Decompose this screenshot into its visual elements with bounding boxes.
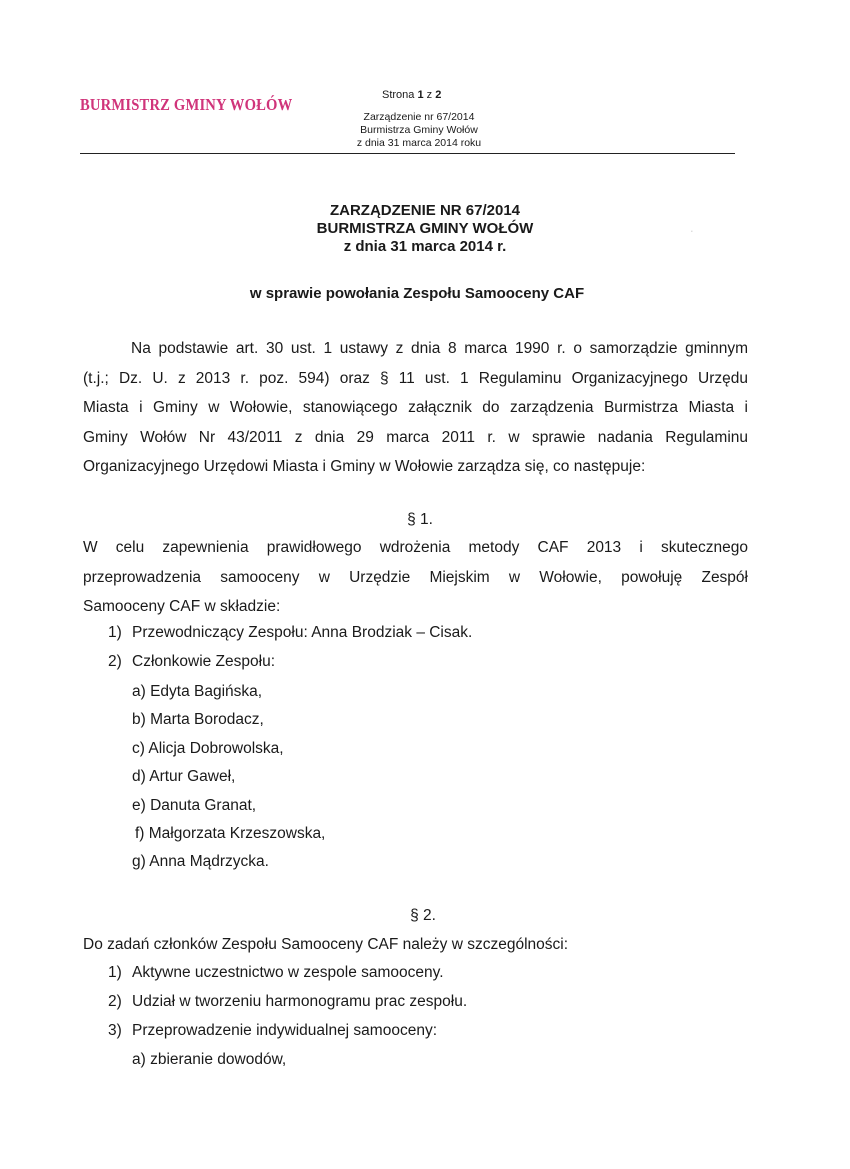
list-item-number: 2) — [108, 653, 122, 670]
list-item-number: 2) — [108, 993, 122, 1010]
header-meta-line: z dnia 31 marca 2014 roku — [356, 137, 482, 149]
section-1-intro-line: W celu zapewnienia prawidłowego wdrożenia metody CAF 2013 i skutecznego — [83, 539, 748, 556]
list-item-number: 1) — [108, 964, 122, 981]
member-item: a) Edyta Bagińska, — [132, 683, 263, 700]
list-item-number: 3) — [108, 1022, 122, 1039]
document-subject: w sprawie powołania Zespołu Samooceny CAF — [249, 285, 585, 302]
list-item-text: Udział w tworzeniu harmonogramu prac zespołu. — [132, 993, 468, 1010]
sub-item: a) zbieranie dowodów, — [132, 1051, 287, 1068]
list-item-text: Członkowie Zespołu: — [132, 653, 276, 670]
section-1-heading: § 1. — [407, 511, 433, 528]
section-2-heading: § 2. — [410, 907, 436, 924]
document-title-line: BURMISTRZA GMINY WOŁÓW — [316, 220, 534, 237]
section-2-intro: Do zadań członków Zespołu Samooceny CAF należy w szczególności: — [83, 936, 569, 953]
member-item: d) Artur Gaweł, — [132, 768, 236, 785]
member-item: b) Marta Borodacz, — [132, 711, 264, 728]
preamble-line: Gminy Wołów Nr 43/2011 z dnia 29 marca 2011 r. w sprawie nadania Regulaminu — [83, 428, 748, 446]
list-item-text: Przeprowadzenie indywidualnej samooceny: — [132, 1022, 438, 1039]
member-item: c) Alicja Dobrowolska, — [132, 740, 284, 757]
header-metadata — [334, 111, 504, 150]
member-item: g) Anna Mądrzycka. — [132, 853, 269, 870]
preamble-paragraph — [83, 334, 748, 482]
section-1-intro-line: przeprowadzenia samooceny w Urzędzie Miejskim w Wołowie, powołuję Zespół — [83, 568, 748, 586]
issuer-stamp: BURMISTRZ GMINY WOŁÓW — [80, 95, 293, 114]
member-item: f) Małgorzata Krzeszowska, — [135, 825, 326, 842]
header-meta-line: Burmistrza Gminy Wołów — [360, 124, 478, 136]
list-item-text: Aktywne uczestnictwo w zespole samooceny. — [132, 964, 444, 981]
list-item-text: Przewodniczący Zespołu: Anna Brodziak – Cisak. — [132, 624, 473, 641]
preamble-line: Miasta i Gminy w Wołowie, stanowiącego załącznik do zarządzenia Burmistrza Miasta i — [83, 399, 748, 416]
bleed-through-text: . — [690, 220, 694, 235]
page-number: Strona 1 z 2 — [382, 89, 442, 101]
preamble-line: (t.j.; Dz. U. z 2013 r. poz. 594) oraz § 11 ust. 1 Regulaminu Organizacyjnego Urzędu — [83, 369, 748, 387]
member-item: e) Danuta Granat, — [132, 797, 257, 814]
document-title-line: ZARZĄDZENIE NR 67/2014 — [329, 202, 521, 219]
header-divider — [80, 153, 735, 154]
document-title-line: z dnia 31 marca 2014 r. — [343, 238, 507, 255]
preamble-line: Organizacyjnego Urzędowi Miasta i Gminy w Wołowie zarządza się, co następuje: — [83, 458, 646, 475]
section-1-intro — [83, 533, 748, 622]
section-1-intro-line: Samooceny CAF w składzie: — [83, 598, 281, 615]
preamble-line: Na podstawie art. 30 ust. 1 ustawy z dnia 8 marca 1990 r. o samorządzie gminnym — [131, 340, 748, 357]
header-meta-line: Zarządzenie nr 67/2014 — [363, 111, 475, 123]
list-item-number: 1) — [108, 624, 122, 641]
